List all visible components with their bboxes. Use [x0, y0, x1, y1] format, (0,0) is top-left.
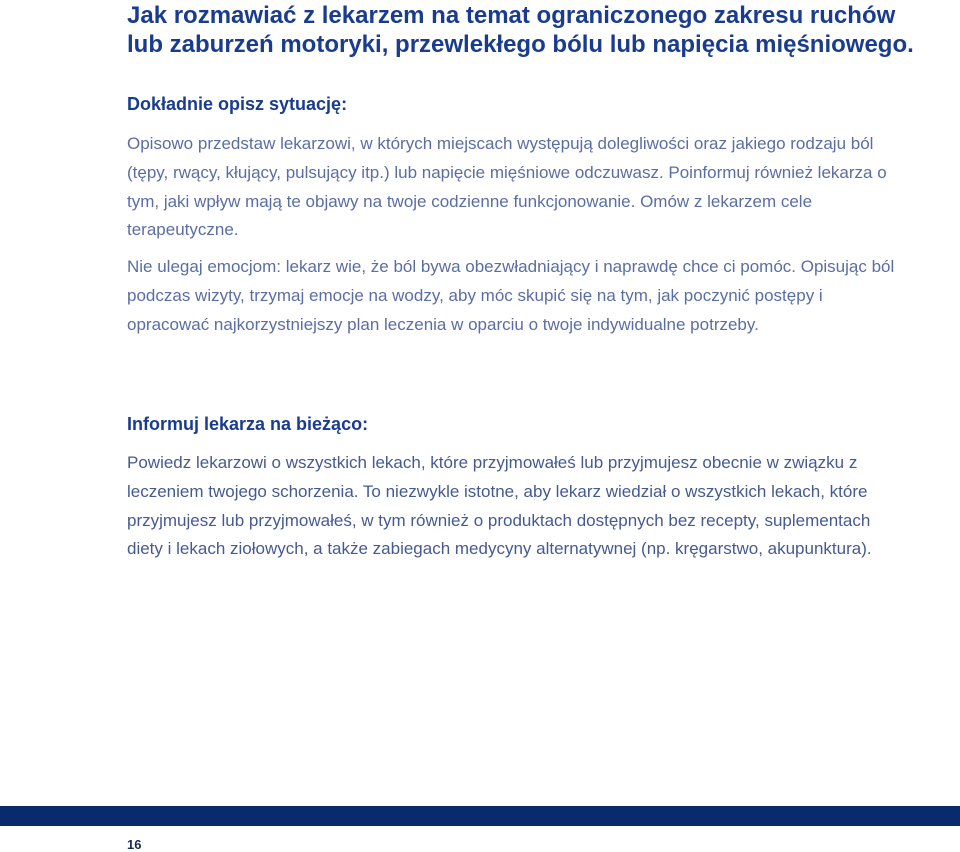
section-describe-paragraph-2: Nie ulegaj emocjom: lekarz wie, że ból bywa obezwładniający i naprawdę chce ci pomóc. Opisując ból podczas wizyty, trzymaj emocje na wodzy, aby móc skupić się na tym, jak poczynić postępy i opracować najkorzystniejszy plan leczenia w oparciu o twoje indywidualne potrzeby.	[127, 257, 895, 334]
page-title: Jak rozmawiać z lekarzem na temat ograniczonego zakresu ruchów lub zaburzeń motoryki, przewlekłego bólu lub napięcia mięśniowego.	[127, 2, 914, 58]
section-inform-paragraph-1: Powiedz lekarzowi o wszystkich lekach, które przyjmowałeś lub przyjmujesz obecnie w związku z leczeniem twojego schorzenia. To niezwykle istotne, aby lekarz wiedział o wszystkich lekach, które przyjmujesz lub przyjmowałeś, w tym również o produktach dostępnych bez recepty, suplementach diety i lekach ziołowych, a także zabiegach medycyny alternatywnej (np. kręgarstwo, akupunktura).	[127, 453, 872, 559]
section-heading-describe: Dokładnie opisz sytuację:	[127, 94, 348, 114]
section-describe-paragraph-1: Opisowo przedstaw lekarzowi, w których miejscach występują dolegliwości oraz jakiego rodzaju ból (tępy, rwący, kłujący, pulsujący itp.) lub napięcie mięśniowe odczuwasz. Poinformuj również lekarza o tym, jaki wpływ mają te objawy na twoje codzienne funkcjonowanie. Omów z lekarzem cele terapeutyczne.	[127, 134, 887, 240]
footer-bar	[0, 806, 960, 826]
page-number: 16	[127, 837, 142, 852]
section-heading-inform: Informuj lekarza na bieżąco:	[127, 414, 369, 434]
